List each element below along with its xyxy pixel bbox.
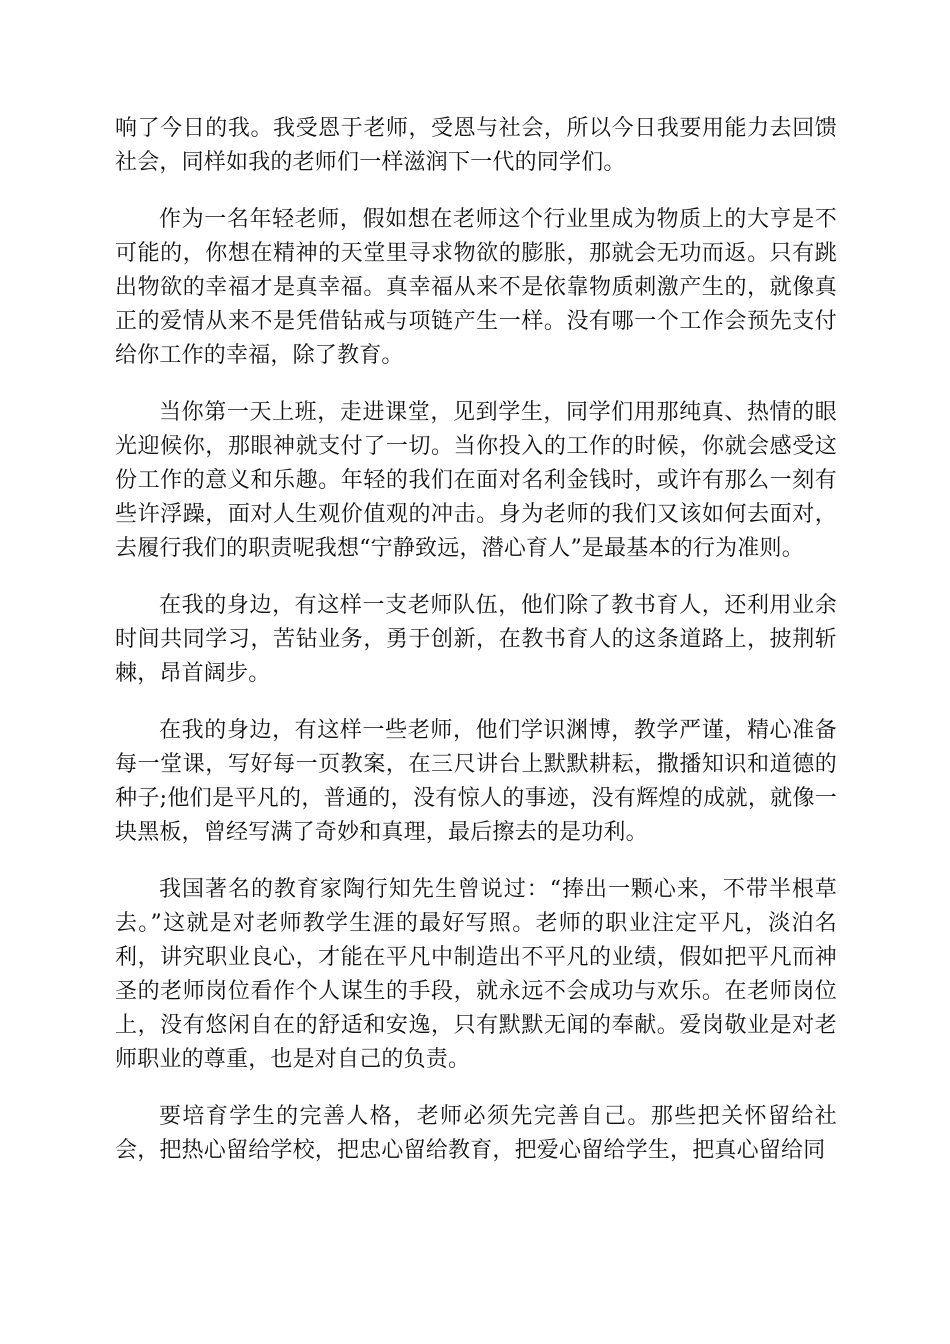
- paragraph-4: 在我的身边，有这样一支老师队伍，他们除了教书育人，还利用业余时间共同学习，苦钻业务，勇于创新，在教书育人的这条道路上，披荆斩棘，昂首阔步。: [115, 593, 837, 686]
- paragraph-3: 当你第一天上班，走进课堂，见到学生，同学们用那纯真、热情的眼光迎候你，那眼神就支付了一切。当你投入的工作的时候，你就会感受这份工作的意义和乐趣。年轻的我们在面对名利金钱时，或许有那么一刻有些许浮躁，面对人生观价值观的冲击。身为老师的我们又该如何去面对，去履行我们的职责呢我想“宁静致远，潜心育人”是最基本的行为准则。: [115, 400, 837, 561]
- document-page: [115, 112, 837, 1191]
- paragraph-5: 在我的身边，有这样一些老师，他们学识渊博，教学严谨，精心准备每一堂课，写好每一页教案，在三尺讲台上默默耕耘，撒播知识和道德的种子;他们是平凡的，普通的，没有惊人的事迹，没有辉煌的成就，就像一块黑板，曾经写满了奇妙和真理，最后擦去的是功利。: [115, 718, 837, 845]
- paragraph-1: 响了今日的我。我受恩于老师，受恩与社会，所以今日我要用能力去回馈社会，同样如我的老师们一样滋润下一代的同学们。: [115, 116, 837, 175]
- paragraph-2: 作为一名年轻老师，假如想在老师这个行业里成为物质上的大亨是不可能的，你想在精神的天堂里寻求物欲的膨胀，那就会无功而返。只有跳出物欲的幸福才是真幸福。真幸福从来不是依靠物质刺激产生的，就像真正的爱情从来不是凭借钻戒与项链产生一样。没有哪一个工作会预先支付给你工作的幸福，除了教育。: [115, 207, 837, 368]
- paragraph-6: 我国著名的教育家陶行知先生曾说过：“捧出一颗心来，不带半根草去。”这就是对老师教学生涯的最好写照。老师的职业注定平凡，淡泊名利，讲究职业良心，才能在平凡中制造出不平凡的业绩，假如把平凡而神圣的老师岗位看作个人谋生的手段，就永远不会成功与欢乐。在老师岗位上，没有悠闲自在的舒适和安逸，只有默默无闻的奉献。爱岗敬业是对老师职业的尊重，也是对自己的负责。: [115, 877, 837, 1072]
- paragraph-7: 要培育学生的完善人格，老师必须先完善自己。那些把关怀留给社会，把热心留给学校，把忠心留给教育，把爱心留给学生，把真心留给同: [115, 1104, 837, 1163]
